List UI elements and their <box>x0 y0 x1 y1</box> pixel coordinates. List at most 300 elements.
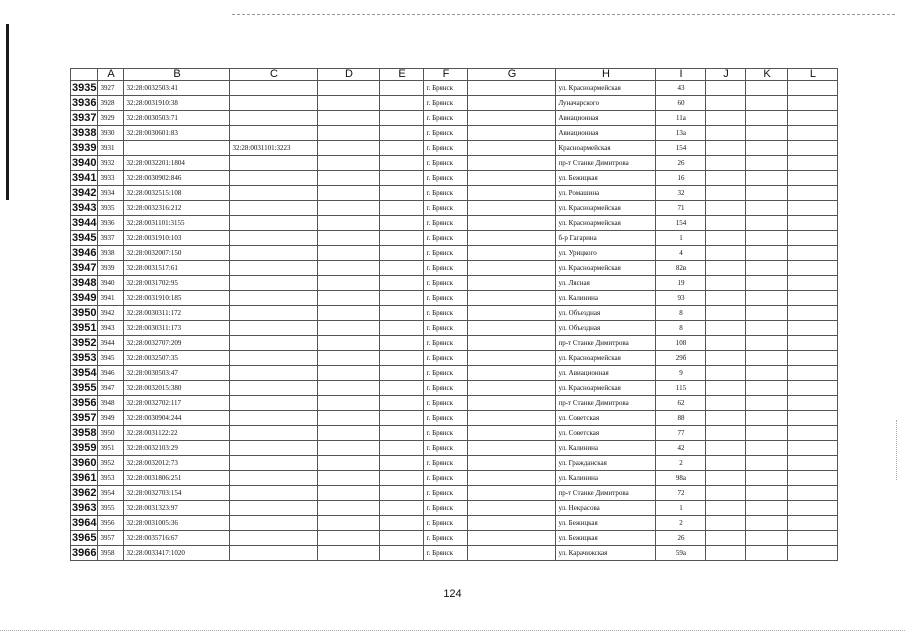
empty-cell <box>380 441 424 456</box>
cell-number: 3949 <box>98 411 124 426</box>
empty-cell <box>788 531 838 546</box>
empty-cell <box>380 486 424 501</box>
street-cell: Красноармейская <box>556 141 656 156</box>
house-number-cell: 82в <box>656 261 706 276</box>
column-header-row <box>71 69 838 81</box>
street-cell: ул. Калинина <box>556 441 656 456</box>
empty-cell <box>380 156 424 171</box>
row-number: 3966 <box>72 547 97 559</box>
empty-cell <box>746 411 788 426</box>
empty-cell <box>706 291 746 306</box>
house-number-cell: 8 <box>656 306 706 321</box>
empty-cell <box>788 486 838 501</box>
corner-cell <box>71 69 98 81</box>
row-number: 3958 <box>72 427 97 439</box>
row-number: 3946 <box>72 247 97 259</box>
empty-cell <box>746 231 788 246</box>
empty-cell <box>380 186 424 201</box>
table-row <box>71 396 838 411</box>
table-row <box>71 126 838 141</box>
cell-number: 3935 <box>98 201 124 216</box>
empty-cell <box>706 441 746 456</box>
empty-cell <box>380 291 424 306</box>
row-number: 3944 <box>72 217 97 229</box>
table-row <box>71 516 838 531</box>
street-cell: ул. Калинина <box>556 471 656 486</box>
cell-number: 3941 <box>98 291 124 306</box>
empty-cell <box>380 171 424 186</box>
empty-cell <box>746 516 788 531</box>
house-number-cell: 4 <box>656 246 706 261</box>
cell-number: 3938 <box>98 246 124 261</box>
cell-number: 3939 <box>98 261 124 276</box>
city-cell: г. Брянск <box>424 261 468 276</box>
cadastral-number-alt <box>230 321 318 336</box>
empty-cell <box>706 216 746 231</box>
empty-cell <box>380 336 424 351</box>
column-header: K <box>746 69 788 81</box>
empty-cell <box>788 471 838 486</box>
table-row <box>71 201 838 216</box>
empty-cell <box>706 276 746 291</box>
empty-cell <box>468 231 556 246</box>
cadastral-number-alt <box>230 351 318 366</box>
cadastral-number: 32:28:0030601:83 <box>124 126 230 141</box>
empty-cell <box>788 546 838 561</box>
empty-cell <box>468 441 556 456</box>
cadastral-number: 32:28:0031910:103 <box>124 231 230 246</box>
house-number-cell: 9 <box>656 366 706 381</box>
empty-cell <box>318 396 380 411</box>
empty-cell <box>746 261 788 276</box>
empty-cell <box>788 351 838 366</box>
empty-cell <box>380 96 424 111</box>
city-cell: г. Брянск <box>424 81 468 96</box>
cadastral-number-alt <box>230 501 318 516</box>
empty-cell <box>468 351 556 366</box>
city-cell: г. Брянск <box>424 306 468 321</box>
empty-cell <box>706 156 746 171</box>
cadastral-number: 32:28:0032201:1804 <box>124 156 230 171</box>
city-cell: г. Брянск <box>424 426 468 441</box>
house-number-cell: 19 <box>656 276 706 291</box>
cadastral-number: 32:28:0030902:846 <box>124 171 230 186</box>
empty-cell <box>468 396 556 411</box>
house-number-cell: 71 <box>656 201 706 216</box>
column-header: H <box>556 69 656 81</box>
house-number-cell: 108 <box>656 336 706 351</box>
house-number-cell: 154 <box>656 141 706 156</box>
empty-cell <box>746 426 788 441</box>
row-number: 3960 <box>72 457 97 469</box>
cadastral-number: 32:28:0031005:36 <box>124 516 230 531</box>
city-cell: г. Брянск <box>424 396 468 411</box>
cadastral-number-alt <box>230 96 318 111</box>
cadastral-number-alt <box>230 336 318 351</box>
empty-cell <box>380 231 424 246</box>
empty-cell <box>706 381 746 396</box>
empty-cell <box>318 411 380 426</box>
cadastral-number: 32:28:0033417:1020 <box>124 546 230 561</box>
empty-cell <box>746 186 788 201</box>
column-header: A <box>98 69 124 81</box>
house-number-cell: 1 <box>656 231 706 246</box>
street-cell: ул. Объездная <box>556 321 656 336</box>
row-number: 3953 <box>72 352 97 364</box>
empty-cell <box>788 231 838 246</box>
empty-cell <box>380 366 424 381</box>
street-cell: ул. Карачижская <box>556 546 656 561</box>
cadastral-number: 32:28:0031517:61 <box>124 261 230 276</box>
table-row <box>71 186 838 201</box>
empty-cell <box>380 111 424 126</box>
empty-cell <box>380 141 424 156</box>
cadastral-number-alt <box>230 276 318 291</box>
table-row <box>71 411 838 426</box>
house-number-cell: 8 <box>656 321 706 336</box>
empty-cell <box>706 351 746 366</box>
street-cell: ул. Бежицкая <box>556 531 656 546</box>
table-row <box>71 441 838 456</box>
empty-cell <box>706 141 746 156</box>
table-body <box>71 81 838 561</box>
empty-cell <box>318 156 380 171</box>
street-cell: ул. Красноармейская <box>556 381 656 396</box>
empty-cell <box>746 156 788 171</box>
street-cell: пр-т Станке Димитрова <box>556 486 656 501</box>
city-cell: г. Брянск <box>424 171 468 186</box>
house-number-cell: 59а <box>656 546 706 561</box>
empty-cell <box>380 276 424 291</box>
house-number-cell: 93 <box>656 291 706 306</box>
empty-cell <box>788 186 838 201</box>
empty-cell <box>318 456 380 471</box>
row-number: 3942 <box>72 187 97 199</box>
city-cell: г. Брянск <box>424 246 468 261</box>
cadastral-number-alt <box>230 366 318 381</box>
house-number-cell: 16 <box>656 171 706 186</box>
street-cell: ул. Бежицкая <box>556 516 656 531</box>
house-number-cell: 115 <box>656 381 706 396</box>
empty-cell <box>788 411 838 426</box>
house-number-cell: 11а <box>656 111 706 126</box>
row-number: 3963 <box>72 502 97 514</box>
city-cell: г. Брянск <box>424 216 468 231</box>
empty-cell <box>706 186 746 201</box>
cadastral-number: 32:28:0030311:173 <box>124 321 230 336</box>
city-cell: г. Брянск <box>424 381 468 396</box>
empty-cell <box>318 231 380 246</box>
city-cell: г. Брянск <box>424 411 468 426</box>
table-row <box>71 381 838 396</box>
house-number-cell: 2 <box>656 516 706 531</box>
cadastral-number-alt <box>230 306 318 321</box>
empty-cell <box>706 81 746 96</box>
city-cell: г. Брянск <box>424 366 468 381</box>
house-number-cell: 32 <box>656 186 706 201</box>
empty-cell <box>706 426 746 441</box>
cadastral-number-alt <box>230 426 318 441</box>
empty-cell <box>318 186 380 201</box>
empty-cell <box>468 171 556 186</box>
cadastral-number: 32:28:0030503:47 <box>124 366 230 381</box>
street-cell: б-р Гагарина <box>556 231 656 246</box>
empty-cell <box>746 456 788 471</box>
empty-cell <box>746 126 788 141</box>
empty-cell <box>706 231 746 246</box>
empty-cell <box>788 96 838 111</box>
street-cell: ул. Красноармейская <box>556 351 656 366</box>
empty-cell <box>788 516 838 531</box>
street-cell: ул. Советская <box>556 411 656 426</box>
house-number-cell: 62 <box>656 396 706 411</box>
cadastral-number: 32:28:0031101:3155 <box>124 216 230 231</box>
empty-cell <box>468 111 556 126</box>
table-row <box>71 276 838 291</box>
city-cell: г. Брянск <box>424 111 468 126</box>
empty-cell <box>746 351 788 366</box>
cell-number: 3929 <box>98 111 124 126</box>
empty-cell <box>468 291 556 306</box>
street-cell: пр-т Станке Димитрова <box>556 336 656 351</box>
cell-number: 3946 <box>98 366 124 381</box>
cell-number: 3931 <box>98 141 124 156</box>
empty-cell <box>788 426 838 441</box>
empty-cell <box>468 261 556 276</box>
empty-cell <box>706 471 746 486</box>
row-number: 3943 <box>72 202 97 214</box>
empty-cell <box>706 456 746 471</box>
house-number-cell: 88 <box>656 411 706 426</box>
empty-cell <box>468 426 556 441</box>
column-header: C <box>230 69 318 81</box>
house-number-cell: 43 <box>656 81 706 96</box>
cadastral-number: 32:28:0031910:38 <box>124 96 230 111</box>
row-number: 3965 <box>72 532 97 544</box>
empty-cell <box>788 81 838 96</box>
cell-number: 3943 <box>98 321 124 336</box>
cadastral-number: 32:28:0032316:212 <box>124 201 230 216</box>
table-row <box>71 471 838 486</box>
empty-cell <box>380 81 424 96</box>
street-cell: ул. Лясная <box>556 276 656 291</box>
cadastral-number: 32:28:0032103:29 <box>124 441 230 456</box>
cadastral-number: 32:28:0032702:117 <box>124 396 230 411</box>
column-header: L <box>788 69 838 81</box>
cell-number: 3955 <box>98 501 124 516</box>
cadastral-number-alt <box>230 201 318 216</box>
street-cell: ул. Авиационная <box>556 366 656 381</box>
empty-cell <box>788 111 838 126</box>
empty-cell <box>746 366 788 381</box>
empty-cell <box>468 81 556 96</box>
street-cell: ул. Красноармейская <box>556 261 656 276</box>
cadastral-number: 32:28:0032012:73 <box>124 456 230 471</box>
empty-cell <box>706 411 746 426</box>
row-number: 3950 <box>72 307 97 319</box>
row-number: 3948 <box>72 277 97 289</box>
table-row <box>71 426 838 441</box>
row-number: 3936 <box>72 97 97 109</box>
table-row <box>71 111 838 126</box>
table-row <box>71 366 838 381</box>
table-row <box>71 546 838 561</box>
table-row <box>71 351 838 366</box>
cell-number: 3932 <box>98 156 124 171</box>
cadastral-number-alt <box>230 441 318 456</box>
empty-cell <box>380 501 424 516</box>
cadastral-number-alt <box>230 411 318 426</box>
empty-cell <box>468 531 556 546</box>
empty-cell <box>746 216 788 231</box>
row-number: 3964 <box>72 517 97 529</box>
cadastral-number-alt <box>230 231 318 246</box>
house-number-cell: 77 <box>656 426 706 441</box>
street-cell: ул. Ромашина <box>556 186 656 201</box>
house-number-cell: 98а <box>656 471 706 486</box>
empty-cell <box>318 126 380 141</box>
empty-cell <box>788 321 838 336</box>
cadastral-number-alt <box>230 396 318 411</box>
cell-number: 3950 <box>98 426 124 441</box>
table-row <box>71 261 838 276</box>
empty-cell <box>380 351 424 366</box>
street-cell: ул. Бежицкая <box>556 171 656 186</box>
house-number-cell: 72 <box>656 486 706 501</box>
empty-cell <box>788 336 838 351</box>
cell-number: 3951 <box>98 441 124 456</box>
house-number-cell: 26 <box>656 156 706 171</box>
column-header: B <box>124 69 230 81</box>
table-row <box>71 156 838 171</box>
empty-cell <box>746 201 788 216</box>
empty-cell <box>706 261 746 276</box>
empty-cell <box>318 171 380 186</box>
empty-cell <box>788 456 838 471</box>
empty-cell <box>380 201 424 216</box>
cadastral-number-alt <box>230 486 318 501</box>
city-cell: г. Брянск <box>424 276 468 291</box>
row-number: 3939 <box>72 142 97 154</box>
city-cell: г. Брянск <box>424 351 468 366</box>
street-cell: пр-т Станке Димитрова <box>556 396 656 411</box>
row-number: 3956 <box>72 397 97 409</box>
empty-cell <box>788 156 838 171</box>
street-cell: Авиационная <box>556 111 656 126</box>
empty-cell <box>380 246 424 261</box>
empty-cell <box>468 216 556 231</box>
table-row <box>71 81 838 96</box>
cadastral-number: 32:28:0032015:380 <box>124 381 230 396</box>
cadastral-number: 32:28:0031702:95 <box>124 276 230 291</box>
cadastral-number: 32:28:0030311:172 <box>124 306 230 321</box>
city-cell: г. Брянск <box>424 231 468 246</box>
house-number-cell: 2 <box>656 456 706 471</box>
street-cell: Луначарского <box>556 96 656 111</box>
cadastral-number-alt <box>230 246 318 261</box>
empty-cell <box>746 501 788 516</box>
empty-cell <box>788 126 838 141</box>
cadastral-number: 32:28:0032507:35 <box>124 351 230 366</box>
street-cell: Авиационная <box>556 126 656 141</box>
cell-number: 3952 <box>98 456 124 471</box>
cell-number: 3944 <box>98 336 124 351</box>
street-cell: ул. Объездная <box>556 306 656 321</box>
empty-cell <box>468 516 556 531</box>
empty-cell <box>318 351 380 366</box>
city-cell: г. Брянск <box>424 486 468 501</box>
empty-cell <box>746 531 788 546</box>
column-header: E <box>380 69 424 81</box>
table-row <box>71 501 838 516</box>
house-number-cell: 26 <box>656 531 706 546</box>
table-row <box>71 231 838 246</box>
empty-cell <box>746 396 788 411</box>
cadastral-number <box>124 141 230 156</box>
cadastral-number-alt <box>230 126 318 141</box>
cadastral-number-alt <box>230 456 318 471</box>
empty-cell <box>788 216 838 231</box>
house-number-cell: 13а <box>656 126 706 141</box>
street-cell: ул. Некрасова <box>556 501 656 516</box>
empty-cell <box>746 141 788 156</box>
empty-cell <box>746 321 788 336</box>
street-cell: ул. Красноармейская <box>556 216 656 231</box>
empty-cell <box>746 546 788 561</box>
empty-cell <box>746 276 788 291</box>
empty-cell <box>788 501 838 516</box>
table-row <box>71 141 838 156</box>
empty-cell <box>318 366 380 381</box>
cadastral-number: 32:28:0032007:150 <box>124 246 230 261</box>
empty-cell <box>746 441 788 456</box>
empty-cell <box>746 246 788 261</box>
cadastral-number: 32:28:0032707:209 <box>124 336 230 351</box>
cell-number: 3927 <box>98 81 124 96</box>
cadastral-number-alt: 32:28:0031101:3223 <box>230 141 318 156</box>
empty-cell <box>318 291 380 306</box>
empty-cell <box>380 426 424 441</box>
empty-cell <box>746 471 788 486</box>
empty-cell <box>746 306 788 321</box>
cell-number: 3957 <box>98 531 124 546</box>
row-number: 3949 <box>72 292 97 304</box>
scan-margin-mark <box>6 24 9 200</box>
empty-cell <box>468 156 556 171</box>
empty-cell <box>746 111 788 126</box>
cadastral-number-alt <box>230 186 318 201</box>
empty-cell <box>468 276 556 291</box>
empty-cell <box>380 516 424 531</box>
street-cell: ул. Калинина <box>556 291 656 306</box>
empty-cell <box>746 291 788 306</box>
cadastral-number-alt <box>230 291 318 306</box>
column-header: F <box>424 69 468 81</box>
empty-cell <box>468 381 556 396</box>
row-number: 3957 <box>72 412 97 424</box>
empty-cell <box>706 546 746 561</box>
cell-number: 3940 <box>98 276 124 291</box>
cadastral-number: 32:28:0035716:67 <box>124 531 230 546</box>
table-row <box>71 96 838 111</box>
row-number: 3941 <box>72 172 97 184</box>
scan-right-edge <box>896 420 898 480</box>
empty-cell <box>468 411 556 426</box>
empty-cell <box>746 171 788 186</box>
row-number: 3955 <box>72 382 97 394</box>
cadastral-number-alt <box>230 516 318 531</box>
empty-cell <box>318 246 380 261</box>
